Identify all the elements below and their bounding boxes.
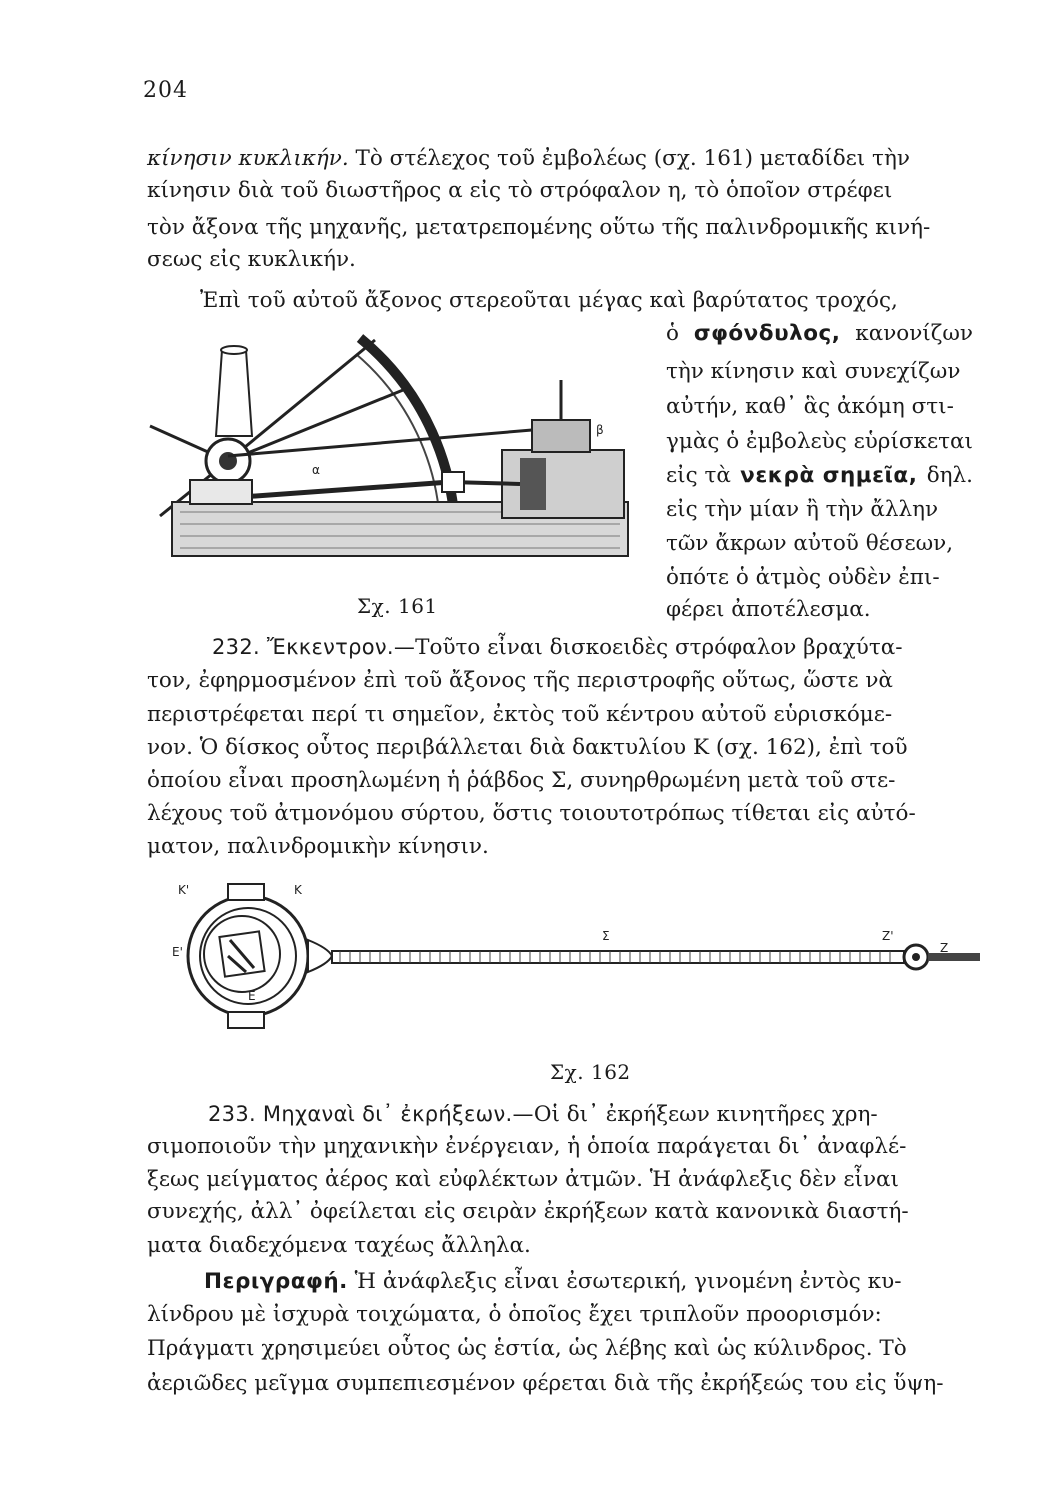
crosshead	[442, 472, 464, 492]
term-flywheel: σφόνδυλος,	[693, 321, 841, 346]
text-span: Οἱ δι᾽ ἐκρήξεων κινητῆρες χρη-	[533, 1102, 878, 1127]
text-line	[147, 145, 973, 173]
section-heading-232: 232. Ἔκκεντρον.—	[212, 635, 416, 659]
text-line: αὐτήν, καθ᾽ ἃς ἀκόμη στι-	[666, 394, 954, 419]
chimney-shape	[216, 350, 252, 436]
text-line: Ἐπὶ τοῦ αὐτοῦ ἄξονος στερεοῦται μέγας καὶ βαρύτατος τροχός,	[200, 288, 898, 313]
piston	[520, 458, 546, 510]
text-span: Τοῦτο εἶναι δισκοειδὲς στρόφαλον βραχύτα-	[415, 635, 903, 660]
text-line: τὸν ἄξονα τῆς μηχανῆς, μετατρεπομένης οὕτω τῆς παλινδρομικῆς κινή-	[147, 215, 931, 240]
label-Sigma: Σ	[602, 929, 610, 943]
text-line: λίνδρου μὲ ἰσχυρὰ τοιχώματα, ὁ ὁποῖος ἔχει τριπλοῦν προορισμόν:	[147, 1302, 882, 1327]
figure-161-caption: Σχ. 161	[357, 594, 438, 618]
text-line: τον, ἐφηρμοσμένον ἐπὶ τοῦ ἄξονος τῆς περιστροφῆς οὕτως, ὥστε νὰ	[147, 668, 893, 693]
spoke	[228, 388, 408, 461]
text-line	[208, 1100, 973, 1129]
term-dead-points: νεκρὰ σημεῖα,	[740, 463, 918, 488]
rod-head	[308, 940, 332, 972]
label-K-prime: Κ'	[178, 883, 190, 897]
text-line: ματον, παλινδρομικὴν κίνησιν.	[147, 834, 489, 859]
text-line: ματα διαδεχόμενα ταχέως ἄλληλα.	[147, 1233, 531, 1258]
figure-162-caption: Σχ. 162	[550, 1060, 631, 1084]
text-line: κίνησιν διὰ τοῦ διωστῆρος α εἰς τὸ στρόφαλον η, τὸ ὁποῖον στρέφει	[147, 178, 893, 203]
valve-chest	[532, 420, 590, 452]
section-heading-233: 233. Μηχαναὶ δι᾽ ἐκρήξεων.—	[208, 1102, 534, 1126]
text-span: κανονίζων	[855, 321, 973, 346]
connecting-rod	[228, 482, 450, 498]
text-span: ὁ	[666, 321, 679, 346]
label-Z: Ζ	[940, 941, 949, 955]
text-line: νον. Ὁ δίσκος οὗτος περιβάλλεται διὰ δακτυλίου Κ (σχ. 162), ἐπὶ τοῦ	[147, 735, 908, 760]
text-line: ὁποίου εἶναι προσηλωμένη ἡ ῥάβδος Σ, συνηρθρωμένη μετὰ τοῦ στε-	[147, 768, 896, 793]
description-heading: Περιγραφή.	[204, 1269, 348, 1294]
text-span: Τὸ στέλεχος τοῦ ἐμβολέως (σχ. 161) μεταδίδει τὴν	[355, 146, 910, 171]
bolt-top	[228, 884, 264, 900]
bolt-bottom	[228, 1012, 264, 1028]
text-span: δηλ.	[926, 463, 973, 488]
text-line: ἀεριῶδες μεῖγμα συμπεπιεσμένον φέρεται διὰ τῆς ἐκρήξεώς του εἰς ὕψη-	[147, 1371, 944, 1396]
label-beta: β	[596, 423, 604, 437]
text-line: ὁπότε ὁ ἀτμὸς οὐδὲν ἐπι-	[666, 565, 940, 590]
text-line: εἰς τὴν μίαν ἢ τὴν ἄλλην	[666, 497, 939, 522]
text-span: εἰς τὰ	[666, 463, 731, 488]
text-line	[666, 320, 973, 348]
crank-pedestal	[190, 480, 252, 504]
label-Z-prime: Ζ'	[882, 929, 894, 943]
text-line: φέρει ἀποτέλεσμα.	[666, 597, 871, 622]
figure-161-steam-engine	[150, 318, 640, 568]
text-line: συνεχής, ἀλλ᾽ ὀφείλεται εἰς σειρὰν ἐκρήξεων κατὰ κανονικὰ διαστή-	[147, 1199, 909, 1224]
text-line: Πράγματι χρησιμεύει οὗτος ὡς ἑστία, ὡς λέβης καὶ ὡς κύλινδρος. Τὸ	[147, 1336, 907, 1361]
valve-stem	[928, 953, 980, 961]
eccentric-rod-bar	[332, 951, 904, 963]
text-line	[212, 633, 973, 662]
text-line	[204, 1268, 973, 1296]
page-number: 204	[143, 78, 188, 103]
label-K: Κ	[294, 883, 302, 897]
label-E: Ε	[248, 989, 256, 1003]
text-line: σεως εἰς κυκλικήν.	[147, 247, 356, 272]
text-line: τῶν ἄκρων αὐτοῦ θέσεων,	[666, 531, 954, 556]
text-line: σιμοποιοῦν τὴν μηχανικὴν ἐνέργειαν, ἡ ὁποία παράγεται δι᾽ ἀναφλέ-	[147, 1134, 907, 1159]
text-line	[666, 462, 973, 490]
figure-162-eccentric	[170, 878, 985, 1038]
emphasis-term: κίνησιν κυκλικήν.	[147, 146, 349, 171]
text-line: ξεως μείγματος ἀέρος καὶ εὐφλέκτων ἀτμῶν. Ἡ ἀνάφλεξις δὲν εἶναι	[147, 1167, 899, 1192]
text-line: περιστρέφεται περί τι σημεῖον, ἐκτὸς τοῦ κέντρου αὐτοῦ εὑρισκόμε-	[147, 702, 893, 727]
rod-joint-pin	[912, 953, 920, 961]
text-span: Ἡ ἀνάφλεξις εἶναι ἐσωτερική, γινομένη ἐντὸς κυ-	[354, 1269, 902, 1294]
text-line: λέχους τοῦ ἀτμονόμου σύρτου, ὅστις τοιουτοτρόπως τίθεται εἰς αὐτό-	[147, 801, 916, 826]
label-E-prime: Ε'	[172, 945, 183, 959]
text-line: γμὰς ὁ ἐμβολεὺς εὑρίσκεται	[666, 429, 973, 454]
text-line: τὴν κίνησιν καὶ συνεχίζων	[666, 359, 961, 384]
label-alpha: α	[312, 463, 320, 477]
chimney-top	[221, 346, 247, 354]
